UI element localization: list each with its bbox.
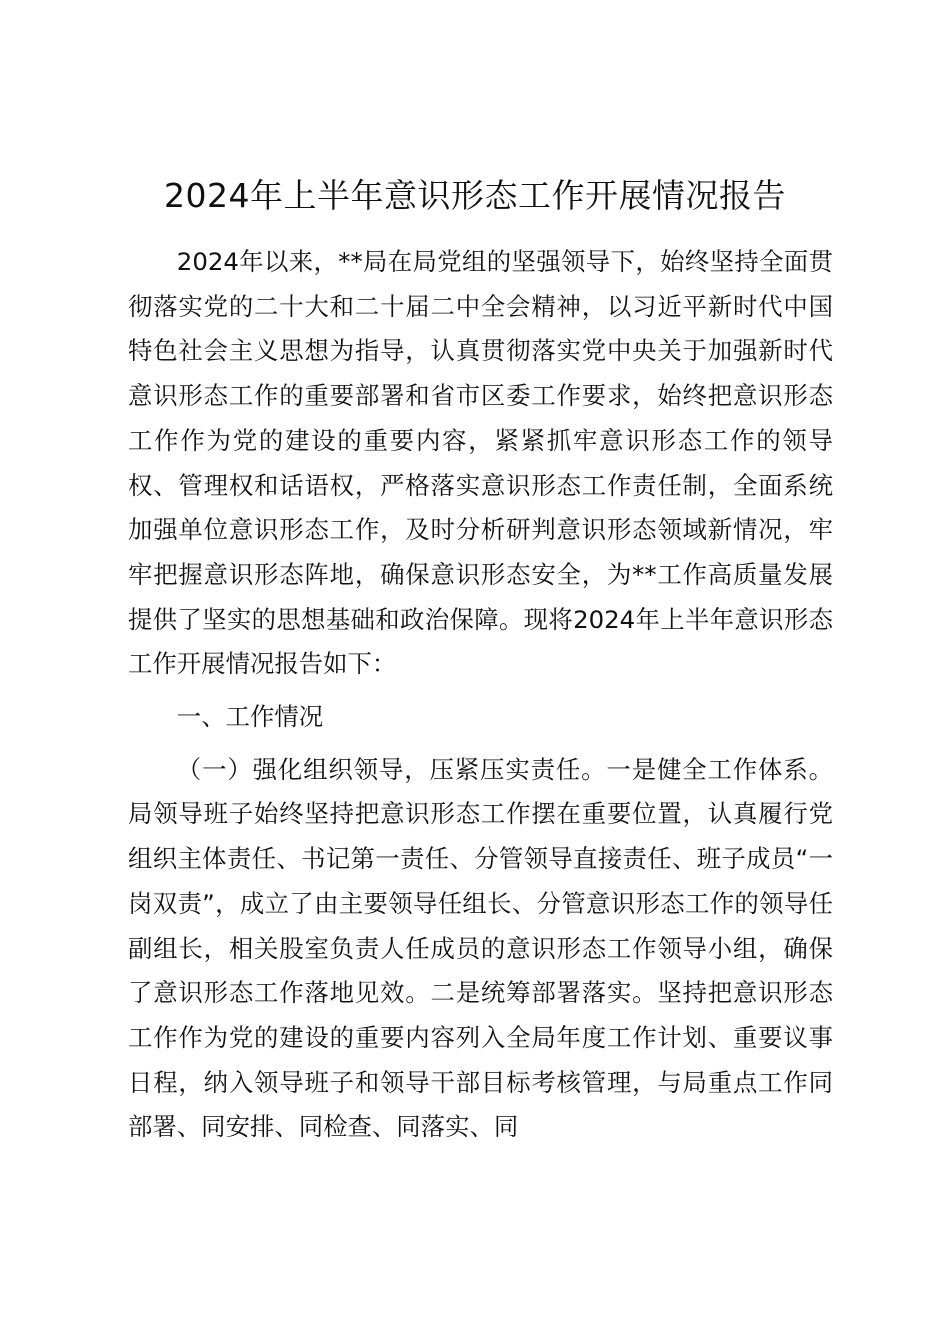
section-paragraph: （一）强化组织领导，压紧压实责任。一是健全工作体系。局领导班子始终坚持把意识形态工作摆在重要位置，认真履行党组织主体责任、书记第一责任、分管领导直接责任、班子成员“一岗双责”，成立了由主要领导任组长、分管意识形态工作的领导任副组长，相关股室负责人任成员的意识形态工作领导小组，确保了意识形态工作落地见效。二是统筹部署落实。坚持把意识形态工作作为党的建设的重要内容列入全局年度工作计划、重要议事日程，纳入领导班子和领导干部目标考核管理，与局重点工作同部署、同安排、同检查、同落实、同 <box>128 754 833 1142</box>
intro-paragraph: 2024年以来，**局在局党组的坚强领导下，始终坚持全面贯彻落实党的二十大和二十届二中全会精神，以习近平新时代中国特色社会主义思想为指导，认真贯彻落实党中央关于加强新时代意识形态工作的重要部署和省市区委工作要求，始终把意识形态工作作为党的建设的重要内容，紧紧抓牢意识形态工作的领导权、管理权和话语权，严格落实意识形态工作责任制，全面系统加强单位意识形态工作，及时分析研判意识形态领域新情况，牢牢把握意识形态阵地，确保意识形态安全，为**工作高质量发展提供了坚实的思想基础和政治保障。现将2024年上半年意识形态工作开展情况报告如下： <box>128 247 833 679</box>
document-title: 2024年上半年意识形态工作开展情况报告 <box>164 176 786 215</box>
document-body <box>128 240 833 1150</box>
section-heading: 一、工作情况 <box>176 702 324 732</box>
